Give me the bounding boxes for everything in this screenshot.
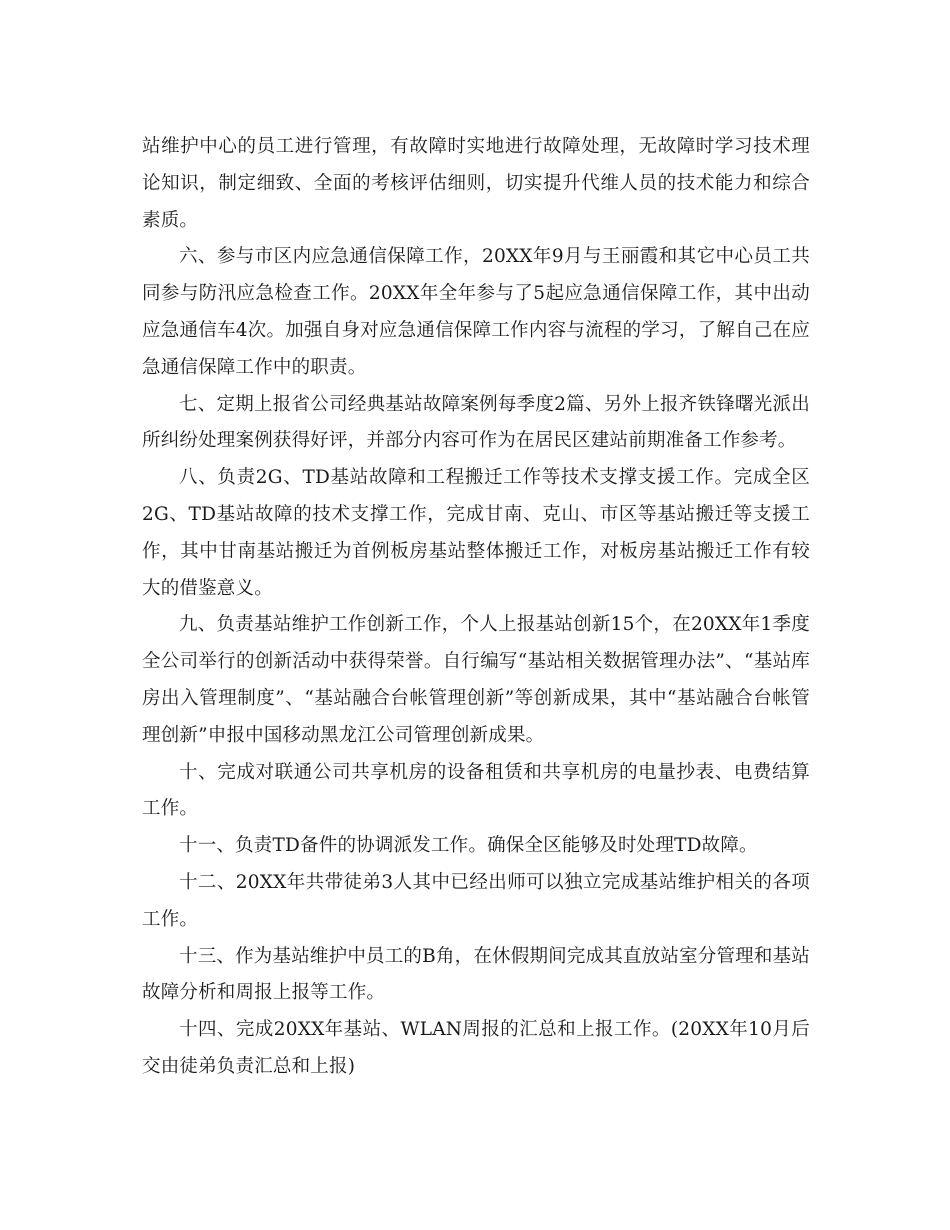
paragraph-item-8: 八、负责2G、TD基站故障和工程搬迁工作等技术支撑支援工作。完成全区2G、TD基站故障的技术支撑工作，完成甘南、克山、市区等基站搬迁等支援工作，其中甘南基站搬迁为首例板房基站整体搬迁工作，对板房基站搬迁工作有较大的借鉴意义。	[142, 467, 810, 599]
paragraph-item-9: 九、负责基站维护工作创新工作，个人上报基站创新15个，在20XX年1季度全公司举行的创新活动中获得荣誉。自行编写“基站相关数据管理办法”、“基站库房出入管理制度”、“基站融合台帐管理创新”等创新成果，其中“基站融合台帐管理创新”申报中国移动黑龙江公司管理创新成果。	[142, 614, 810, 746]
paragraph-item-6: 六、参与市区内应急通信保障工作，20XX年9月与王丽霞和其它中心员工共同参与防汛应急检查工作。20XX年全年参与了5起应急通信保障工作，其中出动应急通信车4次。加强自身对应急通信保障工作内容与流程的学习，了解自己在应急通信保障工作中的职责。	[142, 246, 810, 378]
paragraph-item-10: 十、完成对联通公司共享机房的设备租赁和共享机房的电量抄表、电费结算工作。	[142, 761, 810, 820]
paragraph-item-13: 十三、作为基站维护中员工的B角，在休假期间完成其直放站室分管理和基站故障分析和周报上报等工作。	[142, 945, 810, 1004]
paragraph-continuation: 站维护中心的员工进行管理，有故障时实地进行故障处理，无故障时学习技术理论知识，制定细致、全面的考核评估细则，切实提升代维人员的技术能力和综合素质。	[142, 136, 810, 231]
paragraph-item-12: 十二、20XX年共带徒弟3人其中已经出师可以独立完成基站维护相关的各项工作。	[142, 871, 810, 930]
paragraph-item-11: 十一、负责TD备件的协调派发工作。确保全区能够及时处理TD故障。	[179, 835, 758, 857]
document-body	[142, 129, 810, 1086]
paragraph-item-14: 十四、完成20XX年基站、WLAN周报的汇总和上报工作。(20XX年10月后交由徒弟负责汇总和上报)	[142, 1019, 810, 1077]
paragraph-item-7: 七、定期上报省公司经典基站故障案例每季度2篇、另外上报齐铁锋曙光派出所纠纷处理案例获得好评，并部分内容可作为在居民区建站前期准备工作参考。	[142, 393, 810, 452]
